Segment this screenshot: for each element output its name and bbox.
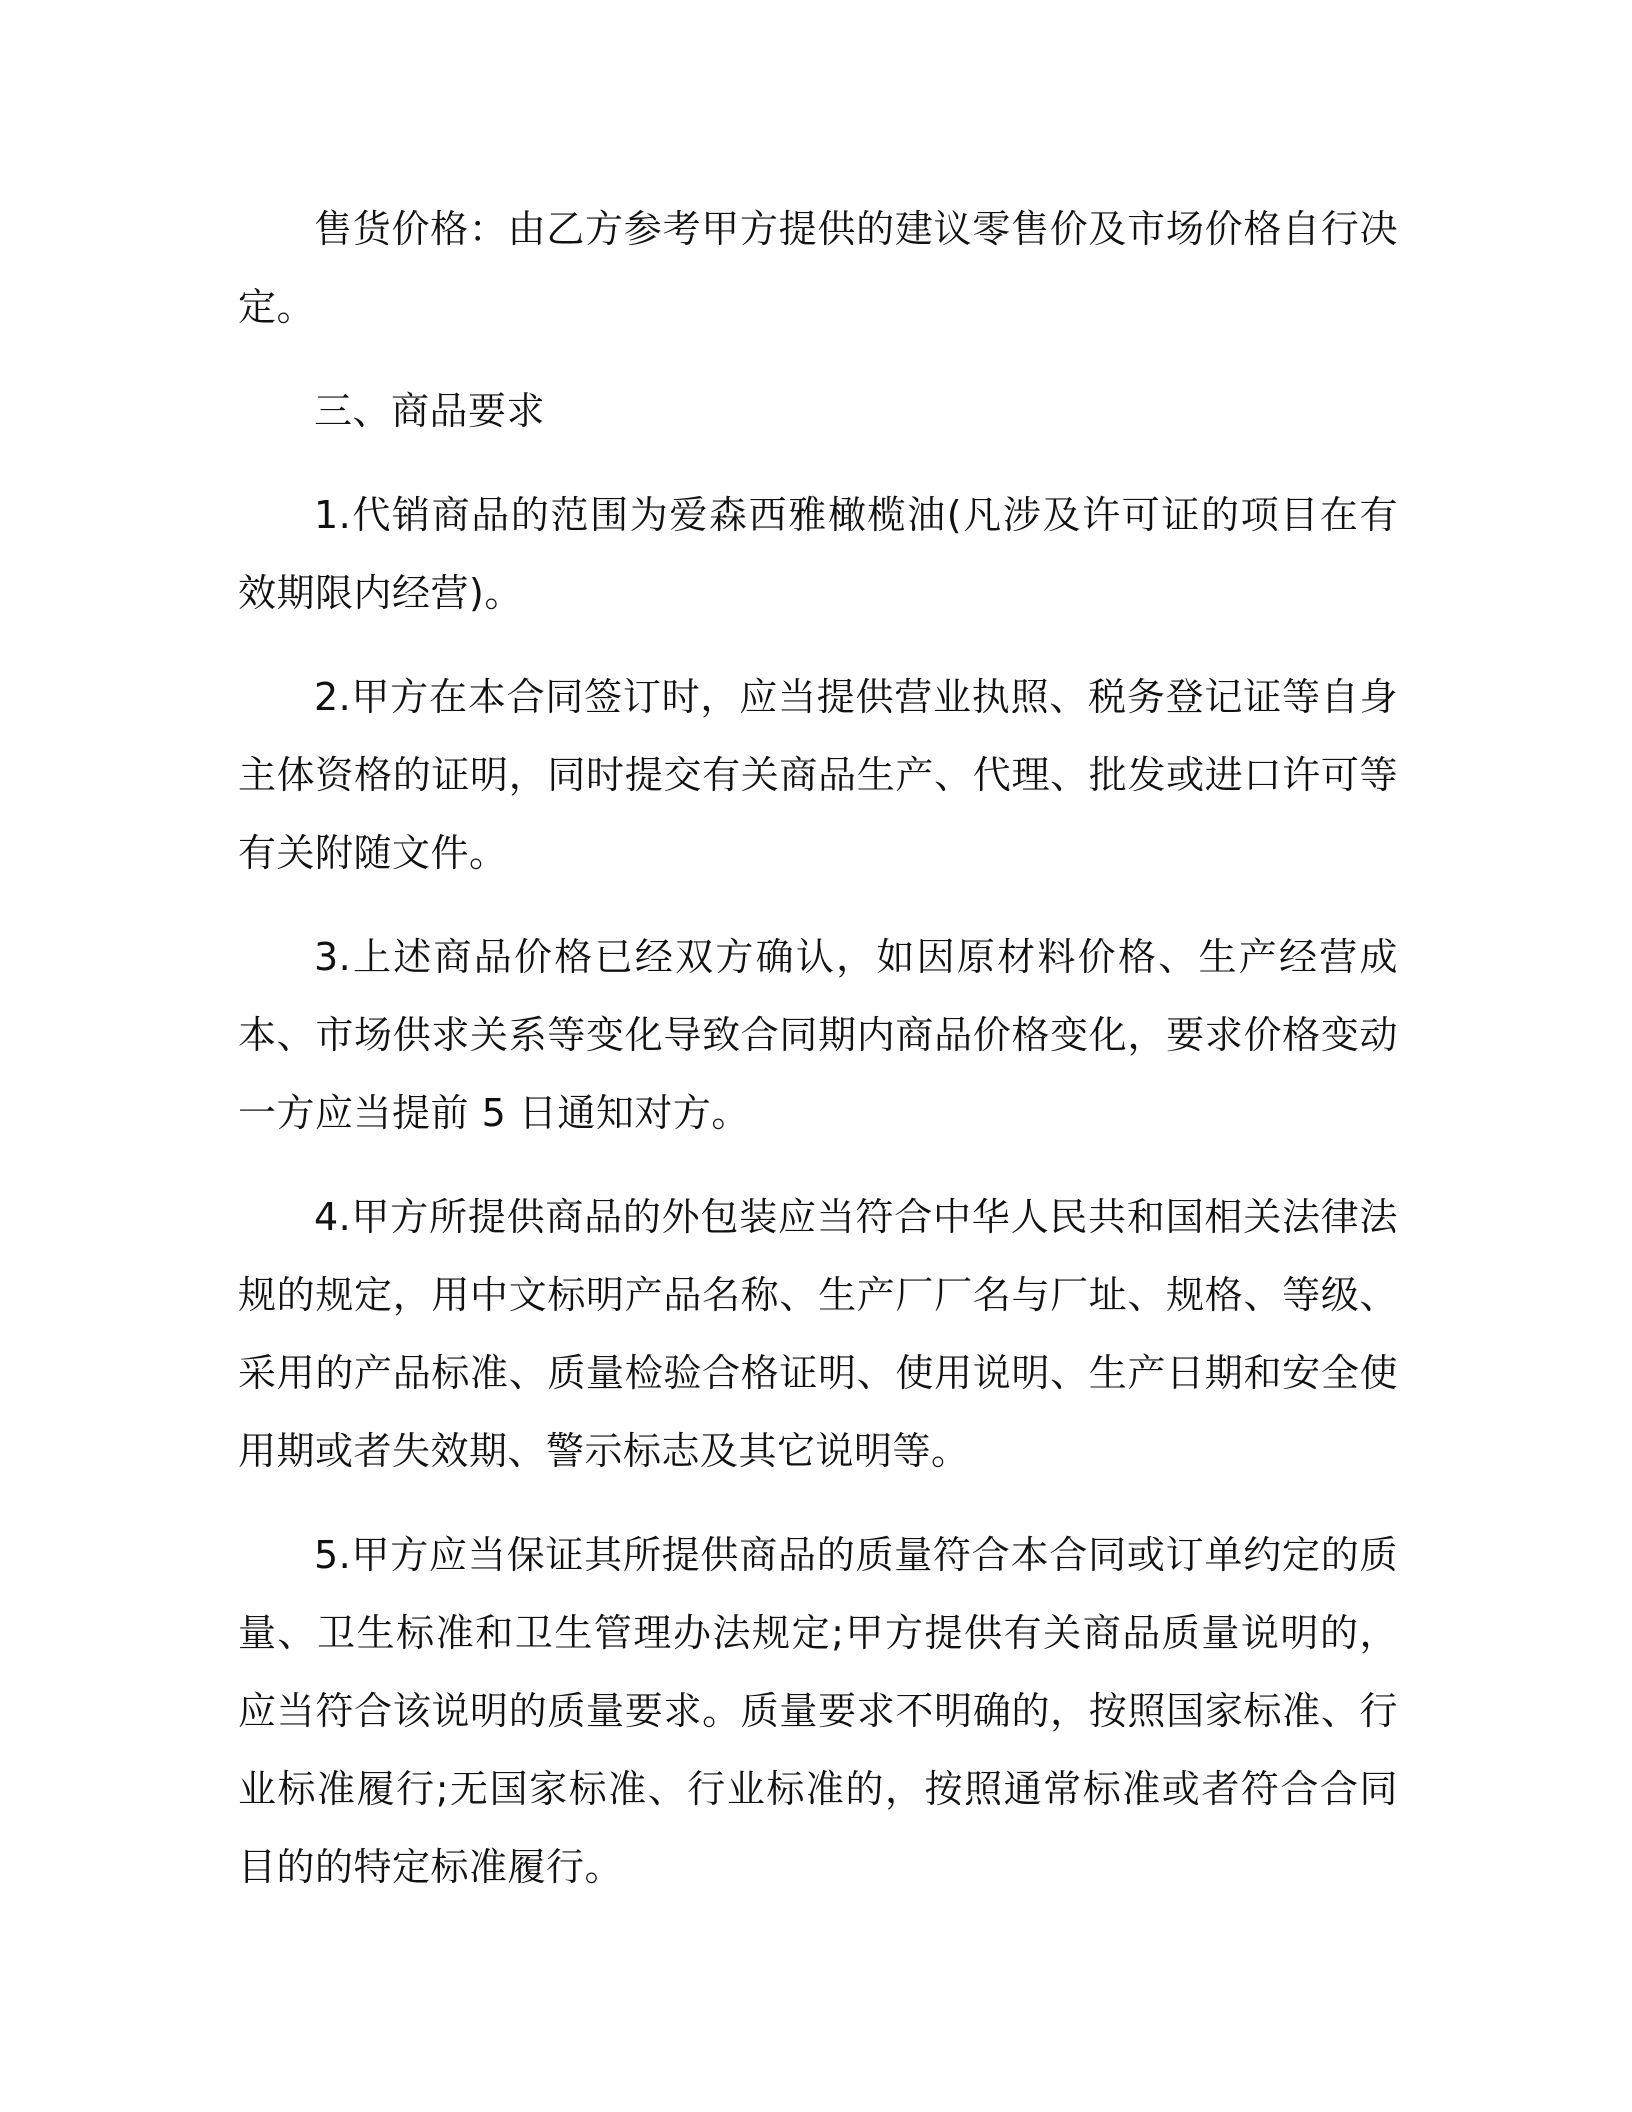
document-body	[238, 190, 1398, 1932]
paragraph-clause-1: 1.代销商品的范围为爱森西雅橄榄油(凡涉及许可证的项目在有效期限内经营)。	[238, 493, 1398, 615]
paragraph-clause-2: 2.甲方在本合同签订时，应当提供营业执照、税务登记证等自身主体资格的证明，同时提交有关商品生产、代理、批发或进口许可等有关附随文件。	[238, 675, 1398, 875]
paragraph-clause-5: 5.甲方应当保证其所提供商品的质量符合本合同或订单约定的质量、卫生标准和卫生管理办法规定;甲方提供有关商品质量说明的，应当符合该说明的质量要求。质量要求不明确的，按照国家标准、行业标准履行;无国家标准、行业标准的，按照通常标准或者符合合同目的的特定标准履行。	[238, 1533, 1398, 1889]
section-heading-product-requirements: 三、商品要求	[314, 389, 546, 433]
paragraph-clause-4: 4.甲方所提供商品的外包装应当符合中华人民共和国相关法律法规的规定，用中文标明产品名称、生产厂厂名与厂址、规格、等级、采用的产品标准、质量检验合格证明、使用说明、生产日期和安全使用期或者失效期、警示标志及其它说明等。	[238, 1195, 1398, 1473]
paragraph-clause-3: 3.上述商品价格已经双方确认，如因原材料价格、生产经营成本、市场供求关系等变化导致合同期内商品价格变化，要求价格变动一方应当提前 5 日通知对方。	[238, 935, 1398, 1135]
paragraph-sale-price: 售货价格：由乙方参考甲方提供的建议零售价及市场价格自行决定。	[238, 207, 1398, 329]
